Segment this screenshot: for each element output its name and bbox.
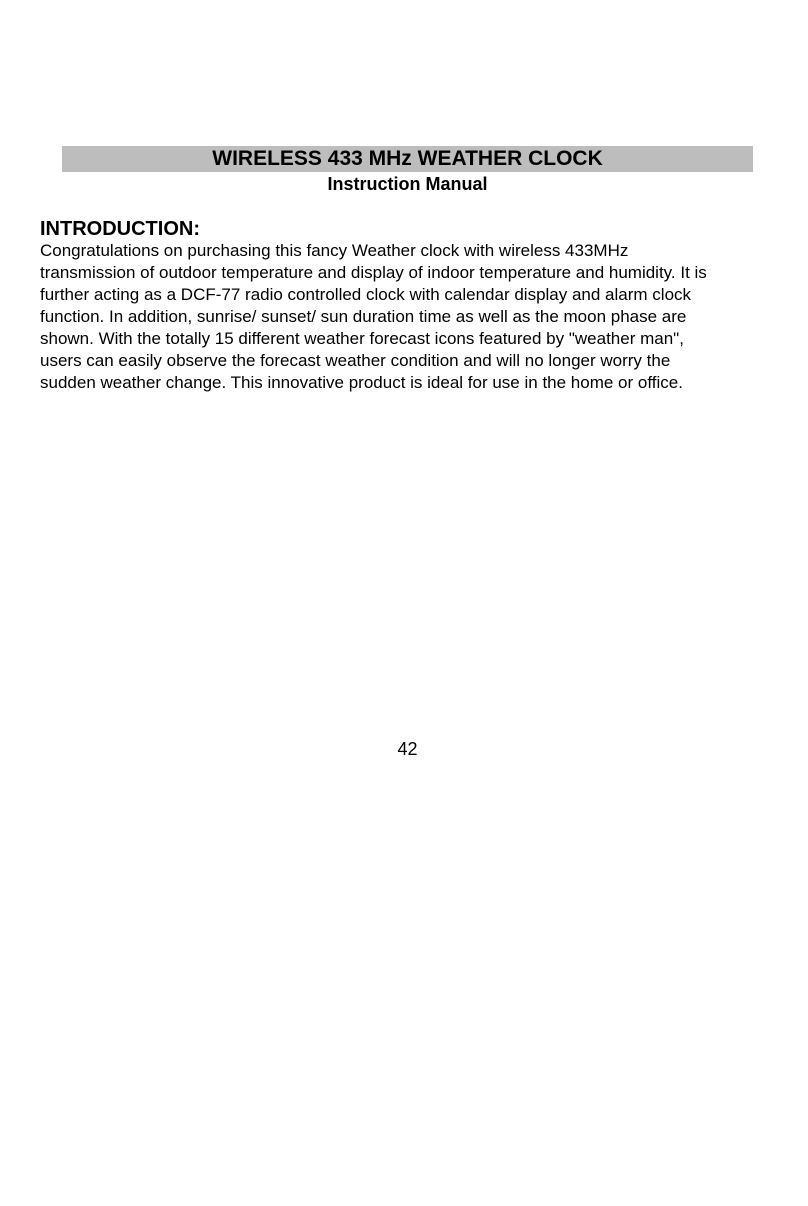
introduction-heading: INTRODUCTION: xyxy=(40,218,200,240)
intro-line: transmission of outdoor temperature and display of indoor temperature and humidity. It is xyxy=(40,263,707,282)
intro-line: users can easily observe the forecast weather condition and will no longer worry the xyxy=(40,351,671,370)
page-number: 42 xyxy=(397,739,418,759)
introduction-paragraph xyxy=(40,240,780,394)
intro-line: Congratulations on purchasing this fancy Weather clock with wireless 433MHz xyxy=(40,241,629,260)
intro-line: further acting as a DCF-77 radio controlled clock with calendar display and alarm clock xyxy=(40,285,692,304)
document-title: WIRELESS 433 MHz WEATHER CLOCK xyxy=(212,147,603,170)
intro-line: shown. With the totally 15 different weather forecast icons featured by "weather man", xyxy=(40,329,684,348)
intro-line: function. In addition, sunrise/ sunset/ sun duration time as well as the moon phase are xyxy=(40,307,687,326)
document-subtitle: Instruction Manual xyxy=(327,174,488,194)
intro-line: sudden weather change. This innovative product is ideal for use in the home or office. xyxy=(40,373,683,392)
title-bar xyxy=(62,146,753,172)
